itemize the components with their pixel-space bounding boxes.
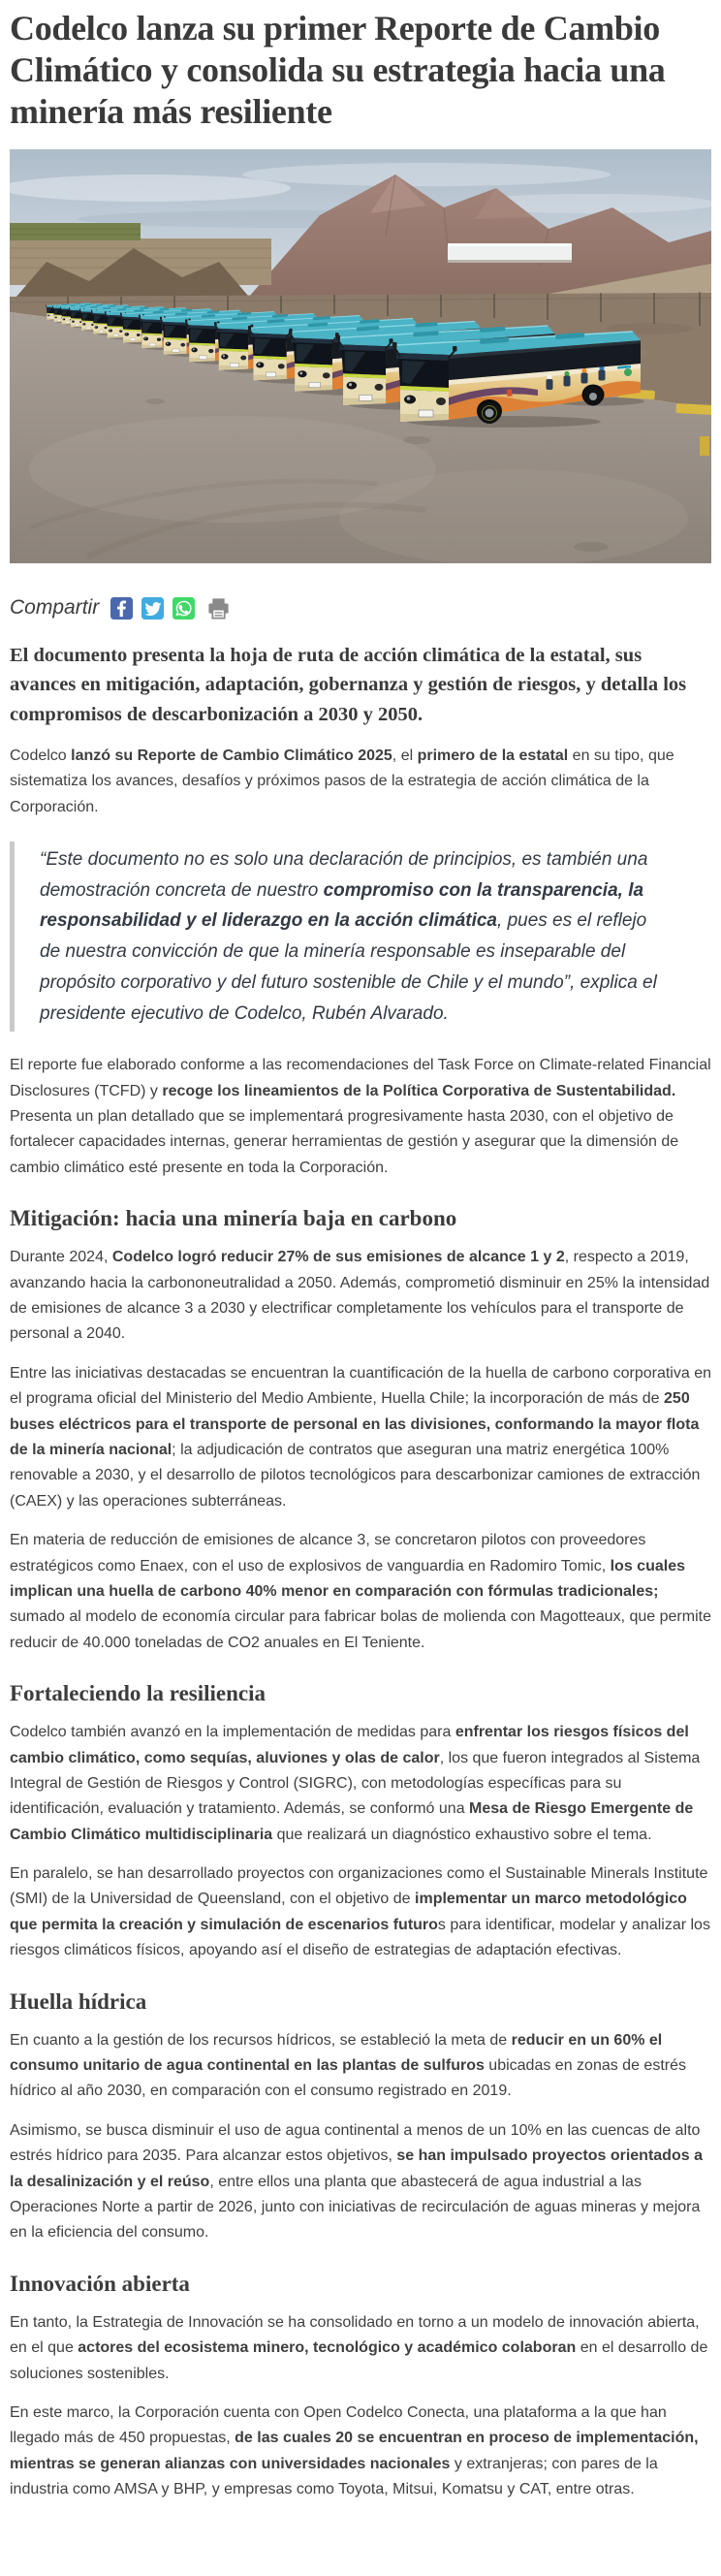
paragraph-alcance3: En materia de reducción de emisiones de alcance 3, se concretaron pilotos con proveedores estratégicos como Enaex, con el uso de explosivos de vanguardia en Radomiro Tomic, los cuales implican una huella de carbono 40% menor en comparación con fórmulas tradicionales; sumado al modelo de economía circular para fabricar bolas de molienda con Magotteaux, que permite reducir de 40.000 toneladas de CO2 anuales en El Teniente.	[10, 1532, 711, 1651]
section-heading-huella-hidrica: Huella hídrica	[10, 1988, 147, 2014]
facebook-share-button[interactable]	[110, 597, 133, 620]
share-label: Compartir	[10, 596, 100, 620]
paragraph-agua: En cuanto a la gestión de los recursos hídricos, se estableció la meta de reducir en un 60% el consumo unitario de agua continental en las plantas de sulfuros ubicadas en zonas de estrés hídrico al año 2030, en comparación con el consumo registrado en 2019.	[10, 2031, 686, 2100]
page-title: Codelco lanza su primer Reporte de Cambio Climático y consolida su estrategia hacia una minería más resiliente	[10, 9, 666, 132]
section-heading-mitigacion: Mitigación: hacia una minería baja en carbono	[10, 1206, 457, 1231]
paragraph-riesgos: Codelco también avanzó en la implementación de medidas para enfrentar los riesgos físicos del cambio climático, como sequías, aluviones y olas de calor, los que fueron integrados al Sistema Integral de Gestión de Riesgos y Control (SIGRC), con metodologías específicas para su identificación, evaluación y tratamiento. Además, se conformó una Mesa de Riesgo Emergente de Cambio Climático multidisciplinaria que realizará un diagnóstico exhaustivo sobre el tema.	[10, 1724, 701, 1843]
whatsapp-share-button[interactable]	[172, 597, 195, 620]
twitter-share-button[interactable]	[141, 597, 164, 620]
paragraph-smi: En paralelo, se han desarrollado proyectos con organizaciones como el Sustainable Minerals Institute (SMI) de la Universidad de Queensland, con el objetivo de implementar un marco metodológico que permita la creación y simulación de escenarios futuros para identificar, modelar y analizar los riesgos climáticos físicos, apoyando así el diseño de estrategias de adaptación efectivas.	[10, 1865, 710, 1959]
paragraph-emisiones: Durante 2024, Codelco logró reducir 27% de sus emisiones de alcance 1 y 2, respecto a 2019, avanzando hacia la carbononeutralidad a 2050. Además, comprometió disminuir en 25% la intensidad de emisiones de alcance 3 a 2030 y electrificar completamente los vehículos para el transporte de personal a 2040.	[10, 1249, 710, 1343]
twitter-icon	[141, 597, 164, 620]
paragraph-innovacion: En tanto, la Estrategia de Innovación se ha consolidado en torno a un modelo de innovación abierta, en el que actores del ecosistema minero, tecnológico y académico colaboran en el desarrollo de soluciones sostenibles.	[10, 2313, 708, 2382]
paragraph-desalinizacion: Asimismo, se busca disminuir el uso de agua continental a menos de un 10% en las cuencas de alto estrés hídrico para 2035. Para alcanzar estos objetivos, se han impulsado proyectos orientados a la desalinización y el reúso, entre ellos una planta que abastecerá de agua industrial a las Operaciones Norte a partir de 2026, junto con iniciativas de recirculación de aguas mineras y mejora en la eficiencia del consumo.	[10, 2121, 703, 2242]
section-heading-resiliencia: Fortaleciendo la resiliencia	[10, 1681, 266, 1706]
print-button[interactable]	[205, 595, 232, 621]
hero-photo-buses-desert	[10, 149, 711, 563]
paragraph-iniciativas: Entre las iniciativas destacadas se encuentran la cuantificación de la huella de carbono corporativa en el programa oficial del Ministerio del Medio Ambiente, Huella Chile; la incorporación de más de 250 buses eléctricos para el transporte de personal en las divisiones, conformando la mayor flota de la minería nacional; la adjudicación de contratos que aseguran una matriz energética 100% renovable a 2030, y el desarrollo de pilotos tecnológicos para descarbonizar camiones de extracción (CAEX) y las operaciones subterráneas.	[10, 1364, 711, 1510]
print-icon	[205, 595, 232, 621]
lead-paragraph: El documento presenta la hoja de ruta de acción climática de la estatal, sus avances en mitigación, adaptación, gobernanza y gestión de riesgos, y detalla los compromisos de descarbonización a 2030 y 2050.	[10, 644, 687, 726]
facebook-icon	[110, 597, 133, 620]
paragraph-open-codelco: En este marco, la Corporación cuenta con Open Codelco Conecta, una plataforma a la que han llegado más de 450 propuestas, de las cuales 20 se encuentran en proceso de implementación, mientras se generan alianzas con universidades nacionales y extranjeras; con pares de la industria como AMSA y BHP, y empresas como Toyota, Mitsui, Komatsu y CAT, entre otras.	[10, 2403, 699, 2498]
warehouse-building	[448, 243, 572, 263]
whatsapp-icon	[172, 597, 195, 620]
section-heading-innovacion: Innovación abierta	[10, 2271, 190, 2296]
paragraph-tcfd: El reporte fue elaborado conforme a las recomendaciones del Task Force on Climate-related Financial Disclosures (TCFD) y recoge los lineamientos de la Política Corporativa de Sustentabilidad. Presenta un plan detallado que se implementará progresivamente hasta 2030, con el objetivo de fortalecer capacidades internas, generar herramientas de gestión y asegurar que la dimensión de cambio climático esté presente en toda la Corporación.	[10, 1057, 711, 1176]
paragraph-intro: Codelco lanzó su Reporte de Cambio Climático 2025, el primero de la estatal en su tipo, que sistematiza los avances, desafíos y próximos pasos de la estrategia de acción climática de la Corporación.	[10, 747, 674, 815]
hero-image	[10, 149, 711, 563]
ceo-quote: “Este documento no es solo una declaración de principios, es también una demostración concreta de nuestro compromiso con la transparencia, la responsabilidad y el liderazgo en la acción climática, pues es el reflejo de nuestra convicción de que la minería responsable es inseparable del propósito corporativo y del futuro sostenible de Chile y el mundo”, explica el presidente ejecutivo de Codelco, Rubén Alvarado.	[10, 842, 711, 1032]
share-row	[10, 595, 711, 621]
